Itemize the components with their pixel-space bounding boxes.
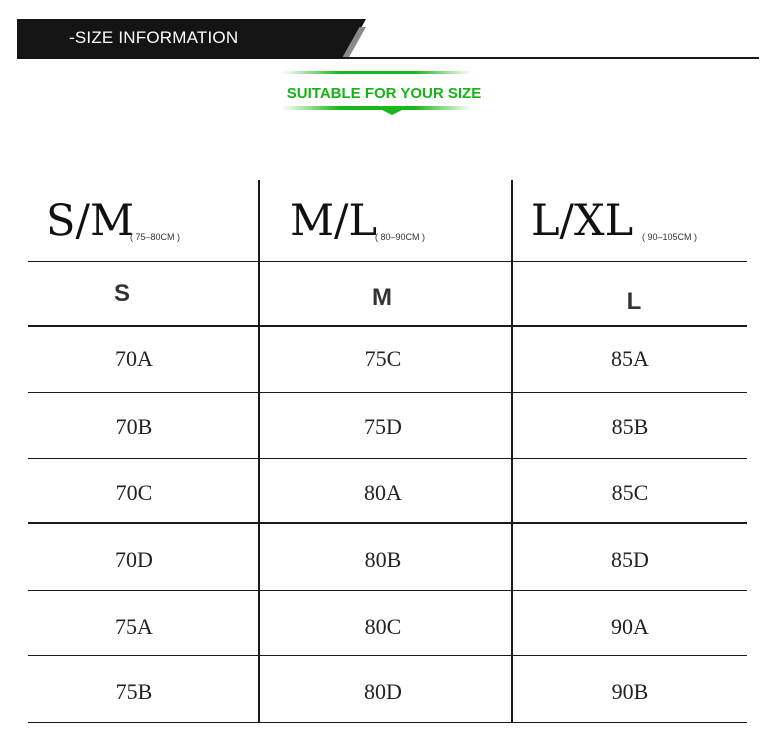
table-cell: 85C	[611, 480, 649, 505]
size-range: ( 75–80CM )	[130, 232, 181, 242]
subtitle-pointer	[380, 109, 404, 115]
table-cell: 90A	[611, 614, 649, 639]
row-divider	[28, 590, 747, 591]
subtitle-bottom-line	[282, 106, 472, 110]
row-divider	[28, 722, 747, 723]
table-cell: 75D	[364, 414, 402, 439]
table-cell: 75B	[115, 679, 153, 704]
table-cell: 90B	[611, 679, 649, 704]
size-letter: M	[372, 284, 392, 311]
row-divider	[28, 392, 747, 393]
table-cell: 75A	[115, 614, 153, 639]
size-header: M/L	[290, 196, 378, 246]
table-cell: 85B	[611, 414, 649, 439]
size-letter: S	[113, 280, 130, 307]
row-divider	[28, 655, 747, 656]
row-divider	[28, 325, 747, 327]
table-cell: 80B	[364, 547, 402, 572]
table-cell: 80A	[364, 480, 402, 505]
row-divider	[28, 458, 747, 459]
row-divider	[28, 261, 747, 262]
table-cell: 85D	[611, 547, 649, 572]
size-header: S/M	[46, 196, 134, 246]
table-cell: 85A	[611, 346, 649, 371]
size-letter: L	[626, 288, 642, 315]
size-header: L/XL	[531, 196, 634, 246]
size-range: ( 90–105CM )	[642, 232, 698, 242]
table-cell: 70A	[115, 346, 153, 371]
table-cell: 70D	[115, 547, 153, 572]
size-range: ( 80–90CM )	[375, 232, 426, 242]
row-divider	[28, 522, 747, 524]
table-cell: 80C	[364, 614, 402, 639]
table-cell: 80D	[364, 679, 402, 704]
table-cell: 70C	[115, 480, 153, 505]
header-divider	[345, 57, 759, 59]
subtitle-top-line	[282, 71, 472, 74]
table-cell: 75C	[364, 346, 402, 371]
subtitle: SUITABLE FOR YOUR SIZE	[286, 85, 482, 102]
table-cell: 70B	[115, 414, 153, 439]
header-title: -SIZE INFORMATION	[69, 28, 239, 47]
